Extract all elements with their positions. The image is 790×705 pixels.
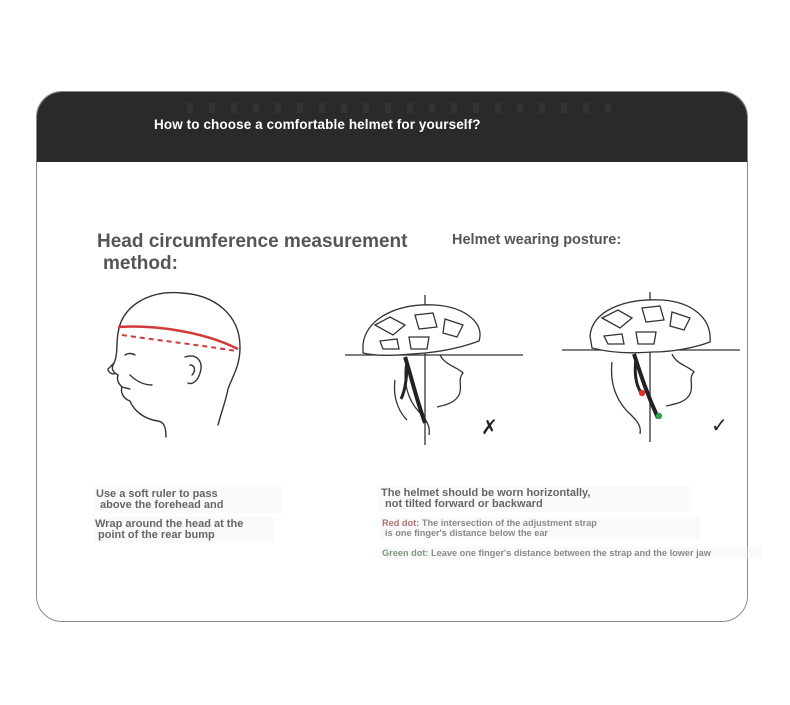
- red-dot-text-line1: The intersection of the adjustment strap: [421, 518, 597, 528]
- posture-caption-line2: not tilted forward or backward: [385, 498, 543, 510]
- measurement-caption-1-line2: above the forehead and: [100, 499, 224, 511]
- check-mark-icon: ✓: [711, 413, 728, 437]
- helmet-wrong-illustration: [345, 295, 525, 445]
- posture-caption-line1: The helmet should be worn horizontally,: [381, 487, 591, 499]
- measurement-title-line2: method:: [103, 253, 178, 274]
- red-dot-text-line2: is one finger's distance below the ear: [385, 528, 549, 538]
- page-title: How to choose a comfortable helmet for yourself?: [154, 117, 481, 132]
- green-dot-caption: [380, 547, 762, 559]
- posture-caption: [379, 486, 691, 512]
- measurement-caption-2: [94, 517, 274, 543]
- posture-title: Helmet wearing posture:: [452, 232, 622, 248]
- measurement-caption-1: [94, 487, 282, 513]
- measurement-caption-1-line1: Use a soft ruler to pass: [96, 488, 218, 500]
- header-ghost-text: [187, 103, 617, 113]
- measurement-title-line1: Head circumference measurement: [97, 231, 408, 252]
- measurement-caption-2-line1: Wrap around the head at the: [95, 518, 244, 530]
- green-dot-text: Leave one finger's distance between the strap and the lower jaw: [431, 548, 711, 558]
- header-bar: [37, 92, 747, 162]
- red-dot-caption-line1: [380, 518, 700, 528]
- green-dot-caption-line: [380, 548, 762, 558]
- green-dot-label: Green dot:: [382, 548, 429, 558]
- red-dot-label: Red dot:: [382, 518, 420, 528]
- measurement-caption-2-line2: point of the rear bump: [98, 529, 215, 541]
- cross-mark-icon: ✗: [481, 415, 498, 439]
- head-measure-illustration: [100, 285, 250, 445]
- red-dot-caption: [380, 517, 700, 539]
